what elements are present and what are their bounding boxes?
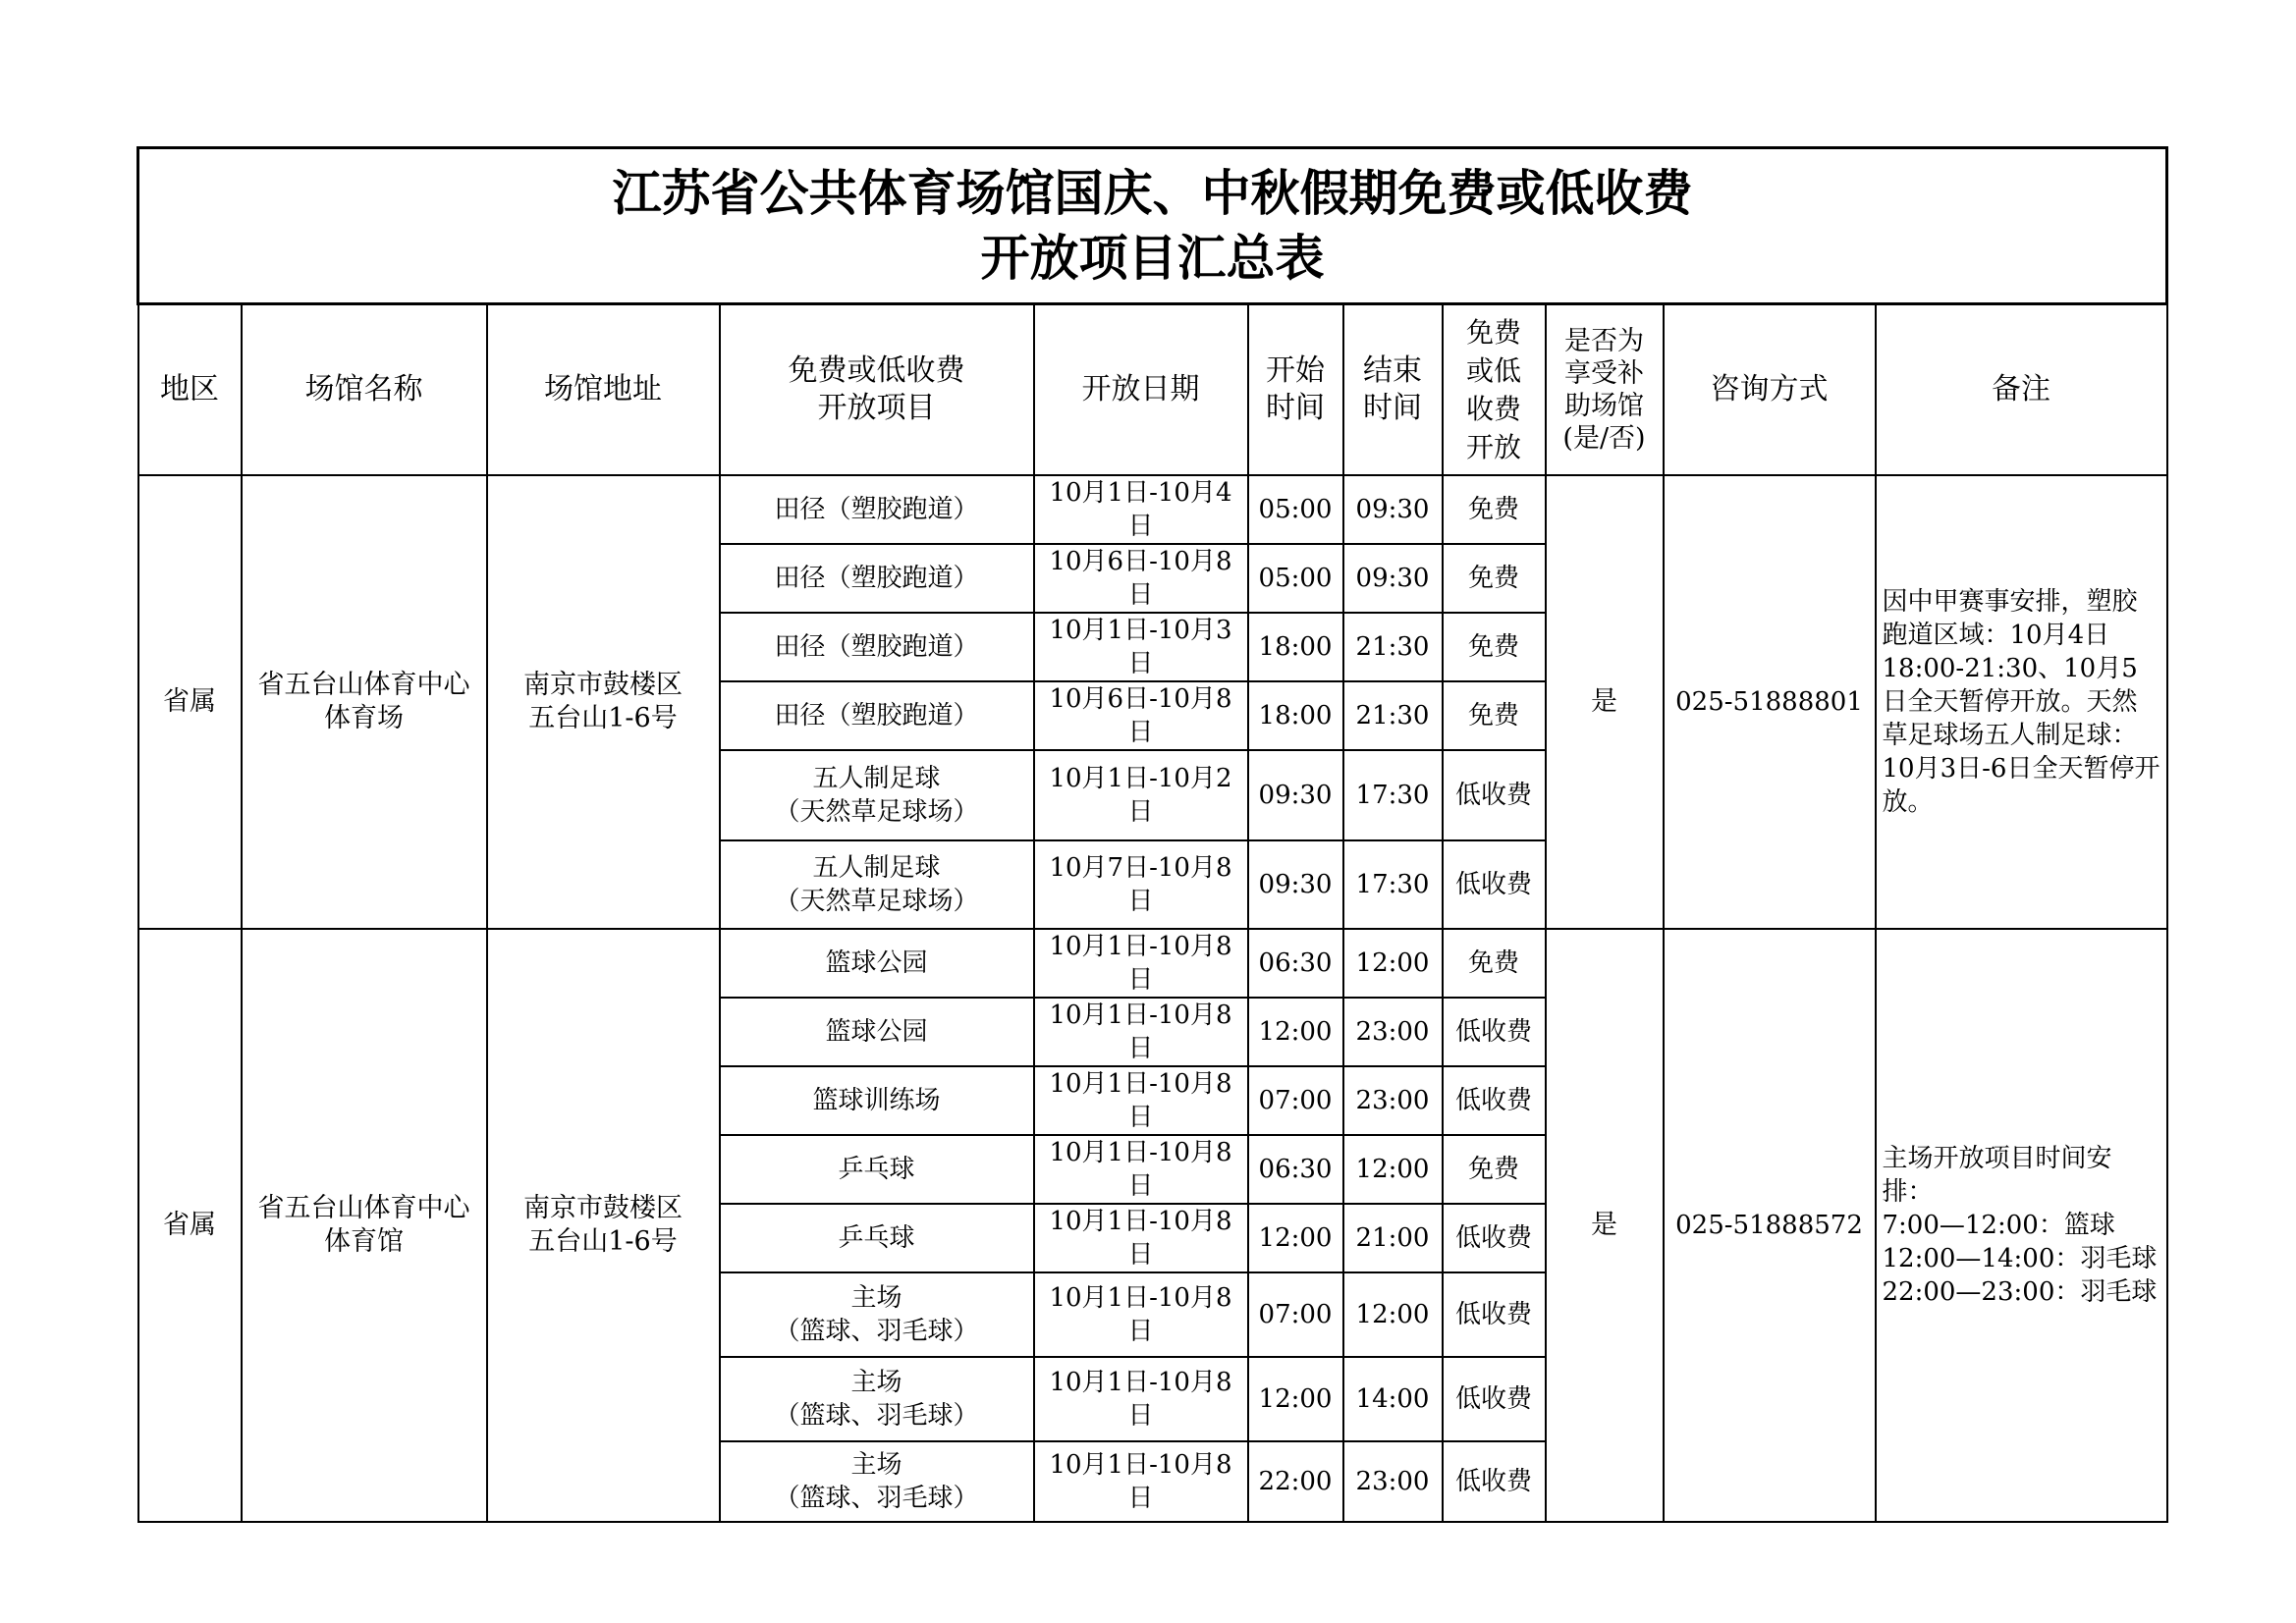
- contact-cell: 025-51888572: [1664, 929, 1876, 1522]
- date-cell: 10月1日-10月2日: [1034, 750, 1248, 840]
- start-time-cell: 06:30: [1248, 929, 1343, 998]
- summary-table: [137, 146, 2168, 1523]
- header-region: 地区: [138, 304, 242, 476]
- header-fee-type: 免费 或低 收费 开放: [1443, 304, 1546, 476]
- venue-name-cell: 省五台山体育中心 体育馆: [242, 929, 487, 1522]
- date-cell: 10月1日-10月8日: [1034, 1441, 1248, 1522]
- header-venue-address: 场馆地址: [487, 304, 720, 476]
- end-time-cell: 12:00: [1343, 1135, 1443, 1204]
- project-cell: 乒乓球: [720, 1204, 1034, 1272]
- project-cell: 主场 （篮球、羽毛球）: [720, 1272, 1034, 1357]
- start-time-cell: 07:00: [1248, 1272, 1343, 1357]
- fee-type-cell: 低收费: [1443, 1357, 1546, 1441]
- end-time-cell: 14:00: [1343, 1357, 1443, 1441]
- end-time-cell: 23:00: [1343, 1441, 1443, 1522]
- date-cell: 10月6日-10月8日: [1034, 681, 1248, 750]
- project-cell: 田径（塑胶跑道）: [720, 475, 1034, 544]
- date-cell: 10月1日-10月8日: [1034, 1357, 1248, 1441]
- date-cell: 10月1日-10月4日: [1034, 475, 1248, 544]
- date-cell: 10月1日-10月3日: [1034, 613, 1248, 681]
- project-cell: 乒乓球: [720, 1135, 1034, 1204]
- start-time-cell: 09:30: [1248, 750, 1343, 840]
- region-cell: 省属: [138, 929, 242, 1522]
- fee-type-cell: 低收费: [1443, 1204, 1546, 1272]
- table-title: [138, 148, 2167, 304]
- start-time-cell: 06:30: [1248, 1135, 1343, 1204]
- project-cell: 主场 （篮球、羽毛球）: [720, 1357, 1034, 1441]
- table-row: [138, 475, 2167, 544]
- fee-type-cell: 免费: [1443, 613, 1546, 681]
- fee-type-cell: 低收费: [1443, 750, 1546, 840]
- header-start-time: 开始 时间: [1248, 304, 1343, 476]
- project-cell: 篮球公园: [720, 929, 1034, 998]
- venue-address-cell: 南京市鼓楼区 五台山1-6号: [487, 475, 720, 929]
- project-cell: 田径（塑胶跑道）: [720, 613, 1034, 681]
- project-cell: 五人制足球 （天然草足球场）: [720, 750, 1034, 840]
- start-time-cell: 07:00: [1248, 1066, 1343, 1135]
- date-cell: 10月1日-10月8日: [1034, 929, 1248, 998]
- header-remarks: 备注: [1876, 304, 2167, 476]
- date-cell: 10月7日-10月8日: [1034, 840, 1248, 929]
- fee-type-cell: 免费: [1443, 475, 1546, 544]
- date-cell: 10月1日-10月8日: [1034, 1204, 1248, 1272]
- header-end-time: 结束 时间: [1343, 304, 1443, 476]
- fee-type-cell: 免费: [1443, 929, 1546, 998]
- date-cell: 10月1日-10月8日: [1034, 1272, 1248, 1357]
- header-row: [138, 304, 2167, 476]
- header-contact: 咨询方式: [1664, 304, 1876, 476]
- end-time-cell: 17:30: [1343, 750, 1443, 840]
- end-time-cell: 21:00: [1343, 1204, 1443, 1272]
- fee-type-cell: 低收费: [1443, 1441, 1546, 1522]
- header-project: 免费或低收费 开放项目: [720, 304, 1034, 476]
- project-cell: 五人制足球 （天然草足球场）: [720, 840, 1034, 929]
- start-time-cell: 18:00: [1248, 681, 1343, 750]
- fee-type-cell: 低收费: [1443, 840, 1546, 929]
- remarks-cell: 主场开放项目时间安排： 7:00—12:00：篮球 12:00—14:00：羽毛球 22:00—23:00：羽毛球: [1876, 929, 2167, 1522]
- header-open-date: 开放日期: [1034, 304, 1248, 476]
- start-time-cell: 18:00: [1248, 613, 1343, 681]
- remarks-cell: 因中甲赛事安排，塑胶跑道区域：10月4日18:00-21:30、10月5日全天暂停开放。天然草足球场五人制足球：10月3日-6日全天暂停开放。: [1876, 475, 2167, 929]
- region-cell: 省属: [138, 475, 242, 929]
- title-line-2: 开放项目汇总表: [980, 229, 1325, 287]
- header-venue-name: 场馆名称: [242, 304, 487, 476]
- start-time-cell: 05:00: [1248, 475, 1343, 544]
- end-time-cell: 17:30: [1343, 840, 1443, 929]
- fee-type-cell: 免费: [1443, 544, 1546, 613]
- date-cell: 10月1日-10月8日: [1034, 1135, 1248, 1204]
- project-cell: 田径（塑胶跑道）: [720, 681, 1034, 750]
- date-cell: 10月6日-10月8日: [1034, 544, 1248, 613]
- start-time-cell: 12:00: [1248, 1357, 1343, 1441]
- start-time-cell: 12:00: [1248, 998, 1343, 1066]
- end-time-cell: 09:30: [1343, 544, 1443, 613]
- fee-type-cell: 低收费: [1443, 1272, 1546, 1357]
- venue-name-cell: 省五台山体育中心 体育场: [242, 475, 487, 929]
- subsidized-cell: 是: [1546, 475, 1664, 929]
- end-time-cell: 21:30: [1343, 613, 1443, 681]
- end-time-cell: 09:30: [1343, 475, 1443, 544]
- table-row: [138, 929, 2167, 998]
- end-time-cell: 23:00: [1343, 1066, 1443, 1135]
- subsidized-cell: 是: [1546, 929, 1664, 1522]
- start-time-cell: 09:30: [1248, 840, 1343, 929]
- contact-cell: 025-51888801: [1664, 475, 1876, 929]
- project-cell: 田径（塑胶跑道）: [720, 544, 1034, 613]
- fee-type-cell: 免费: [1443, 681, 1546, 750]
- start-time-cell: 22:00: [1248, 1441, 1343, 1522]
- start-time-cell: 05:00: [1248, 544, 1343, 613]
- fee-type-cell: 低收费: [1443, 998, 1546, 1066]
- date-cell: 10月1日-10月8日: [1034, 998, 1248, 1066]
- fee-type-cell: 低收费: [1443, 1066, 1546, 1135]
- start-time-cell: 12:00: [1248, 1204, 1343, 1272]
- end-time-cell: 23:00: [1343, 998, 1443, 1066]
- title-line-1: 江苏省公共体育场馆国庆、中秋假期免费或低收费: [612, 164, 1693, 222]
- end-time-cell: 12:00: [1343, 1272, 1443, 1357]
- date-cell: 10月1日-10月8日: [1034, 1066, 1248, 1135]
- project-cell: 主场 （篮球、羽毛球）: [720, 1441, 1034, 1522]
- header-subsidized: 是否为 享受补 助场馆 (是/否): [1546, 304, 1664, 476]
- venue-address-cell: 南京市鼓楼区 五台山1-6号: [487, 929, 720, 1522]
- project-cell: 篮球公园: [720, 998, 1034, 1066]
- fee-type-cell: 免费: [1443, 1135, 1546, 1204]
- project-cell: 篮球训练场: [720, 1066, 1034, 1135]
- end-time-cell: 12:00: [1343, 929, 1443, 998]
- end-time-cell: 21:30: [1343, 681, 1443, 750]
